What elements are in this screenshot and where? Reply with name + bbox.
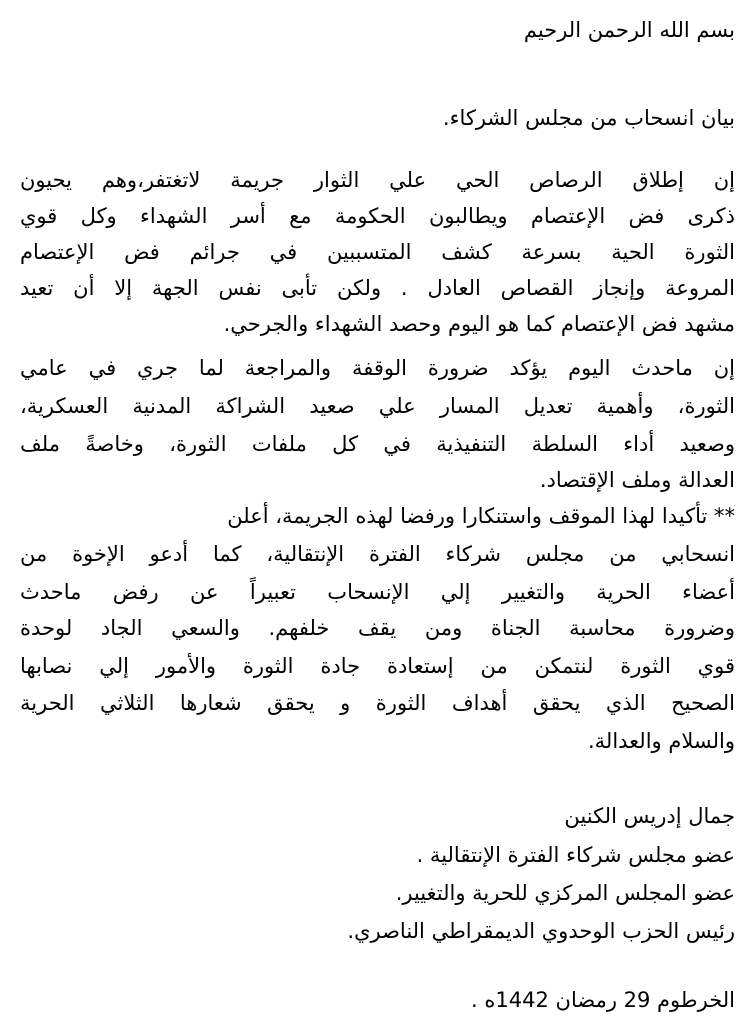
signatory-name: جمال إدريس الكنين: [564, 804, 735, 828]
paragraph-line: إن إطلاق الرصاص الحي علي الثوار جريمة لاتغتفر،وهم يحيون: [20, 168, 735, 192]
paragraph-line: قوي الثورة لنتمكن من إستعادة جادة الثورة والأمور إلي نصابها: [20, 654, 735, 678]
document-title: بيان انسحاب من مجلس الشركاء.: [442, 106, 735, 130]
paragraph-line: مشهد فض الإعتصام كما هو اليوم وحصد الشهداء والجرحي.: [223, 312, 735, 336]
basmala: بسم الله الرحمن الرحيم: [523, 18, 735, 42]
paragraph-line: ذكرى فض الإعتصام ويطالبون الحكومة مع أسر الشهداء وكل قوي: [20, 204, 735, 228]
paragraph-line: انسحابي من مجلس شركاء الفترة الإنتقالية، كما أدعو الإخوة من: [20, 542, 735, 566]
paragraph-line: الثورة الحية بسرعة كشف المتسببين في جرائم فض الإعتصام: [20, 240, 735, 264]
paragraph-line: أعضاء الحرية والتغيير إلي الإنسحاب تعبيراً عن رفض ماحدث: [20, 580, 735, 604]
paragraph-line: الثورة، وأهمية تعديل المسار علي صعيد الشراكة المدنية العسكرية،: [20, 394, 735, 418]
paragraph-line: ** تأكيدا لهذا الموقف واستنكارا ورفضا لهذه الجريمة، أعلن: [227, 504, 735, 528]
paragraph-line: العدالة وملف الإقتصاد.: [539, 468, 735, 492]
paragraph-line: وضرورة محاسبة الجناة ومن يقف خلفهم. والسعي الجاد لوحدة: [20, 616, 735, 640]
signatory-role: رئيس الحزب الوحدوي الديمقراطي الناصري.: [347, 919, 735, 943]
signatory-role: عضو مجلس شركاء الفترة الإنتقالية .: [416, 843, 735, 867]
paragraph-line: والسلام والعدالة.: [587, 729, 735, 753]
paragraph-line: المروعة وإنجاز القصاص العادل . ولكن تأبى نفس الجهة إلا أن تعيد: [20, 276, 735, 300]
signatory-role: عضو المجلس المركزي للحرية والتغيير.: [395, 881, 735, 905]
paragraph-line: إن ماحدث اليوم يؤكد ضرورة الوقفة والمراجعة لما جري في عامي: [20, 356, 735, 380]
place-and-date: الخرطوم 29 رمضان 1442ه .: [471, 988, 735, 1012]
paragraph-line: وصعيد أداء السلطة التنفيذية في كل ملفات الثورة، وخاصةً ملف: [20, 432, 735, 456]
paragraph-line: الصحيح الذي يحقق أهداف الثورة و يحقق شعارها الثلاثي الحرية: [20, 691, 735, 715]
